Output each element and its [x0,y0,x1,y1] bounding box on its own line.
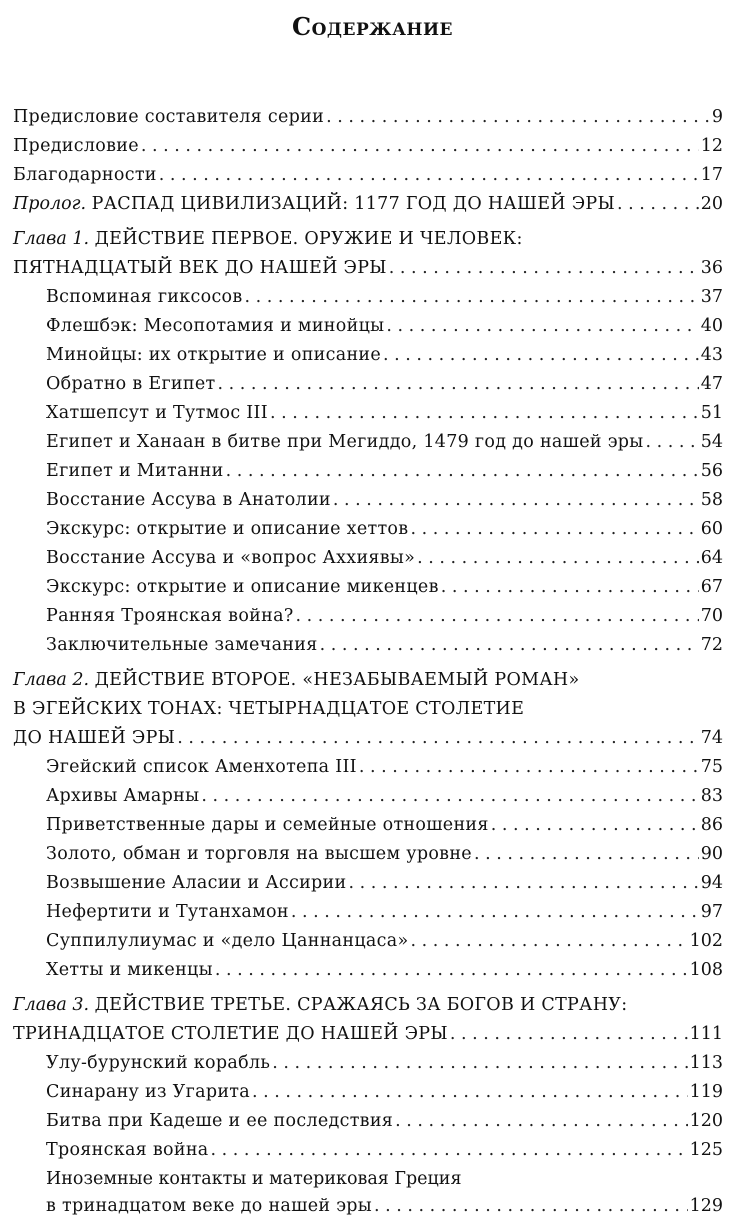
entry-title: Ранняя Троянская война? [46,606,294,626]
chapter-heading-line [13,992,627,1019]
dot-leader [215,957,688,984]
toc-entry-label [46,603,294,630]
toc-entry-label [46,1137,209,1164]
dot-leader [389,255,699,282]
dot-leader [359,754,699,781]
page-number: 75 [700,757,723,777]
dot-leader [386,313,698,340]
entry-title: Флешбэк: Месопотамия и минойцы [46,316,385,336]
toc-section-entry[interactable] [46,487,723,514]
chapter-prefix: Глава 1. [13,229,95,249]
entry-title: Экскурс: открытие и описание микенцев [46,577,439,597]
toc-entry-label [46,313,384,340]
dot-leader [410,516,698,543]
toc-section-entry[interactable] [46,574,723,601]
dot-leader [333,487,699,514]
entry-title: Золото, обман и торговля на высшем уровне [46,844,472,864]
dot-leader [245,284,699,311]
dot-leader [177,725,699,752]
toc-section-entry[interactable] [46,812,723,839]
chapter-title-line: ДЕЙСТВИЕ ВТОРОЕ. «НЕЗАБЫВАЕМЫЙ РОМАН» [94,670,580,690]
toc-entry-label [46,928,409,955]
toc-entry-label [46,783,199,810]
entry-title: Благодарности [13,165,157,185]
dot-leader [491,812,699,839]
toc-entry-label [46,284,243,311]
toc-entry-label [13,104,324,131]
dot-leader [326,104,710,131]
dot-leader [226,458,699,485]
page-number: 56 [700,461,723,481]
page-number: 17 [700,165,723,185]
entry-title: Экскурс: открытие и описание хеттов [46,519,409,539]
toc-entry-label [46,841,472,868]
dot-leader [211,1137,688,1164]
entry-title: Эгейский список Аменхотепа III [46,757,357,777]
page-number: 83 [700,786,723,806]
toc-section-entry[interactable] [46,400,723,427]
page-number: 119 [689,1082,723,1102]
toc-section-entry[interactable] [46,429,723,456]
toc-section-entry[interactable] [46,754,723,781]
chapter-title-line: ТРИНАДЦАТОЕ СТОЛЕТИЕ ДО НАШЕЙ ЭРЫ [13,1024,448,1044]
toc-entry-label [46,516,408,543]
toc-section-entry[interactable] [46,516,723,543]
entry-title: Восстание Ассува в Анатолии [46,490,331,510]
dot-leader [201,783,698,810]
toc-section-entry[interactable] [46,1050,723,1077]
entry-title: Троянская война [46,1140,209,1160]
entry-title: Предисловие [13,136,139,156]
entry-title: Улу-бурунский корабль [46,1053,271,1073]
entry-title: Суппилулиумас и «дело Цаннанцаса» [46,931,409,951]
page-number: 125 [689,1140,723,1160]
toc-entry-label [46,400,268,427]
page-number: 67 [700,577,723,597]
toc-entry-label [46,1050,270,1077]
toc-entry[interactable] [13,133,723,160]
entry-title: Иноземные контакты и материковая Греция [46,1169,462,1189]
entry-title: Хетты и микенцы [46,960,213,980]
dot-leader [383,342,699,369]
toc-section-entry[interactable] [46,545,723,572]
toc-section-entry[interactable] [46,783,723,810]
entry-title: Хатшепсут и Тутмос III [46,403,268,423]
toc-entry-label [46,1193,372,1220]
entry-title: Египет и Митанни [46,461,224,481]
page-number: 86 [700,815,723,835]
toc-entry-label [46,899,289,926]
chapter-title-line: ПЯТНАДЦАТЫЙ ВЕК ДО НАШЕЙ ЭРЫ [13,258,387,278]
toc-entry-label [46,812,489,839]
chapter-title-line: ДЕЙСТВИЕ ПЕРВОЕ. ОРУЖИЕ И ЧЕЛОВЕК: [94,229,523,249]
page-number: 20 [700,194,723,214]
page-number: 54 [700,432,723,452]
dot-leader [159,162,699,189]
toc-entry-label [46,574,439,601]
entry-title: Нефертити и Тутанхамон [46,902,289,922]
toc-entry-label [46,632,318,659]
dot-leader [291,899,699,926]
chapter-prefix: Пролог. [13,194,92,214]
entry-title: Заключительные замечания [46,635,318,655]
page-number: 43 [700,345,723,365]
entry-title: Приветственные дары и семейные отношения [46,815,489,835]
entry-title: Египет и Ханаан в битве при Мегиддо, 1479 год до нашей эры [46,432,644,452]
toc-section-entry[interactable] [46,1079,723,1106]
toc-entry-label [46,957,213,984]
toc-section-entry[interactable] [46,603,723,630]
dot-leader [218,371,699,398]
chapter-title-line: В ЭГЕЙСКИХ ТОНАХ: ЧЕТЫРНАДЦАТОЕ СТОЛЕТИЕ [13,699,525,719]
dot-leader [646,429,699,456]
page-number: 74 [700,728,723,748]
page-number: 40 [700,316,723,336]
toc-entry[interactable] [13,162,723,189]
toc-section-entry[interactable] [46,342,723,369]
page-number: 102 [689,931,723,951]
toc-chapter-entry[interactable] [13,725,723,752]
dot-leader [395,1108,687,1135]
dot-leader [272,1050,687,1077]
toc-section-entry[interactable] [46,928,723,955]
entry-title: Возвышение Аласии и Ассирии [46,873,347,893]
page-number: 12 [700,136,723,156]
dot-leader [374,1193,688,1220]
toc-section-entry[interactable] [46,1166,462,1193]
toc-entry-label [46,545,415,572]
chapter-heading-line [13,667,579,694]
toc-section-entry[interactable] [46,1137,723,1164]
toc-section-entry[interactable] [46,899,723,926]
entry-title: в тринадцатом веке до нашей эры [46,1196,373,1216]
page-number: 60 [700,519,723,539]
toc-section-entry[interactable] [46,957,723,984]
page-number: 113 [689,1053,723,1073]
page-number: 72 [700,635,723,655]
page-number: 94 [700,873,723,893]
toc-section-entry[interactable] [46,313,723,340]
toc-entry-label [13,191,615,218]
entry-title: Предисловие составителя серии [13,107,325,127]
dot-leader [296,603,699,630]
toc-entry-label [46,487,331,514]
chapter-title-line: ДО НАШЕЙ ЭРЫ [13,728,176,748]
dot-leader [617,191,699,218]
page-number: 37 [700,287,723,307]
page-number: 111 [689,1024,723,1044]
toc-entry[interactable] [13,191,723,218]
entry-title: РАСПАД ЦИВИЛИЗАЦИЙ: 1177 ГОД ДО НАШЕЙ ЭРЫ [91,194,616,214]
toc-entry-label [46,754,357,781]
toc-entry-label [46,1079,250,1106]
toc-section-entry[interactable] [46,841,723,868]
page-number: 64 [700,548,723,568]
toc-title: Содержание [292,12,453,41]
page-number: 9 [711,107,723,127]
chapter-heading-line [13,226,523,253]
toc-section-entry[interactable] [46,458,723,485]
page-number: 129 [689,1196,723,1216]
entry-title: Минойцы: их открытие и описание [46,345,382,365]
dot-leader [411,928,688,955]
toc-chapter-entry[interactable] [13,1021,723,1048]
page-number: 51 [700,403,723,423]
toc-entry-label [13,162,157,189]
dot-leader [450,1021,688,1048]
entry-title: Обратно в Египет [46,374,216,394]
toc-section-entry[interactable] [46,371,723,398]
page-number: 70 [700,606,723,626]
toc-entry-label [46,429,644,456]
dot-leader [417,545,699,572]
toc-entry-label [46,371,216,398]
entry-title: Битва при Кадеше и ее последствия [46,1111,394,1131]
toc-section-entry[interactable] [46,1108,723,1135]
dot-leader [141,133,699,160]
page-number: 47 [700,374,723,394]
dot-leader [270,400,699,427]
entry-title: Восстание Ассува и «вопрос Аххиявы» [46,548,416,568]
dot-leader [474,841,699,868]
chapter-prefix: Глава 2. [13,670,95,690]
toc-section-entry[interactable] [46,284,723,311]
dot-leader [441,574,699,601]
page-number: 58 [700,490,723,510]
chapter-heading-line [13,696,524,723]
dot-leader [320,632,699,659]
chapter-title-line: ДЕЙСТВИЕ ТРЕТЬЕ. СРАЖАЯСЬ ЗА БОГОВ И СТРАНУ: [94,995,628,1015]
toc-entry-label [46,1108,393,1135]
dot-leader [252,1079,688,1106]
toc-section-entry[interactable] [46,1193,723,1220]
entry-title: Вспоминая гиксосов [46,287,243,307]
toc-section-entry[interactable] [46,632,723,659]
page-number: 108 [689,960,723,980]
page-number: 36 [700,258,723,278]
entry-title: Синарану из Угарита [46,1082,251,1102]
page-number: 120 [689,1111,723,1131]
page-number: 90 [700,844,723,864]
toc-section-entry[interactable] [46,870,723,897]
toc-entry-label [46,342,381,369]
page-number: 97 [700,902,723,922]
dot-leader [348,870,698,897]
entry-title: Архивы Амарны [46,786,200,806]
toc-chapter-entry[interactable] [13,255,723,282]
chapter-prefix: Глава 3. [13,995,95,1015]
toc-entry[interactable] [13,104,723,131]
toc-entry-label [13,133,139,160]
toc-entry-label [46,870,346,897]
toc-entry-label [46,458,224,485]
